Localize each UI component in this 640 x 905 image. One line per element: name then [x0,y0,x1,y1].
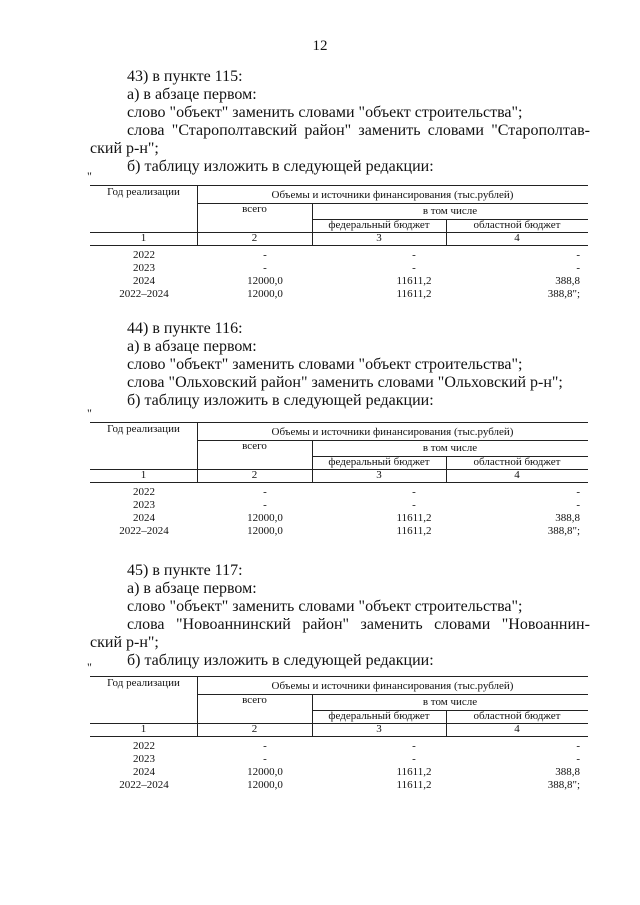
col-volumes-header: Объемы и источники финансирования (тыс.рублей) [271,426,514,438]
replace-line-2: слова "Ольховский район" заменить словами "Ольховский р-н"; [127,374,563,391]
row-total: 12000,0 [247,512,283,524]
row-federal: 11611,2 [396,766,432,778]
row-year: 2022–2024 [119,779,169,791]
col-num-4: 4 [514,723,520,735]
row-total: - [263,499,267,511]
row-federal: - [412,740,416,752]
col-num-1: 1 [140,469,147,481]
item-b: б) таблицу изложить в следующей редакции: [127,158,434,175]
col-federal-header: федеральный бюджет [328,710,430,722]
open-quote: " [87,169,92,183]
row-federal: - [412,499,416,511]
row-total: - [263,486,267,498]
row-total: 12000,0 [247,525,283,537]
row-total: - [263,753,267,765]
row-federal: 11611,2 [396,779,432,791]
amendment-section [90,320,590,410]
row-regional: 388,8 [555,512,580,524]
col-num-4: 4 [514,469,520,481]
col-regional-header: областной бюджет [473,219,561,231]
row-year: 2023 [133,499,155,511]
col-num-1: 1 [140,723,147,735]
row-regional: - [576,249,580,261]
col-federal-header: федеральный бюджет [328,219,430,231]
col-total-header: всего [242,440,267,452]
row-federal: - [412,262,416,274]
row-year: 2022 [133,249,155,261]
col-total-header: всего [242,203,267,215]
col-incl-header: в том числе [422,205,478,217]
row-federal: 11611,2 [396,275,432,287]
col-incl-header: в том числе [422,442,478,454]
page-number: 12 [312,38,328,54]
table-rule [90,245,588,246]
replace-line-2-cont: ский р-н"; [90,634,159,651]
col-num-3: 3 [376,723,382,735]
word: "Новоаннин- [501,616,590,633]
col-year-header: Год реализации [107,423,180,435]
section-title: 45) в пункте 117: [127,562,243,579]
col-regional-header: областной бюджет [473,710,561,722]
col-federal-header: федеральный бюджет [328,456,430,468]
row-federal: 11611,2 [396,512,432,524]
row-regional: - [576,262,580,274]
replace-line-1: слово "объект" заменить словами "объект строительства"; [127,356,523,373]
col-year-header: Год реализации [107,677,180,689]
word: слова [127,616,165,633]
col-num-3: 3 [376,232,382,244]
row-year: 2022–2024 [119,288,169,300]
replace-line-2-cont: ский р-н"; [90,140,159,157]
open-quote: " [87,660,92,674]
col-year-header: Год реализации [107,186,180,198]
row-total: - [263,249,267,261]
row-total: 12000,0 [247,288,283,300]
row-regional: 388,8 [555,766,580,778]
row-regional: - [576,753,580,765]
row-total: 12000,0 [247,275,283,287]
col-num-2: 2 [251,232,258,244]
word: "Старополтавский [171,122,298,139]
col-total-header: всего [242,694,267,706]
row-year: 2023 [133,753,155,765]
row-regional: - [576,486,580,498]
row-total: 12000,0 [247,779,283,791]
replace-line-1: слово "объект" заменить словами "объект строительства"; [127,104,523,121]
row-year: 2024 [133,766,155,778]
col-num-3: 3 [376,469,382,481]
col-num-1: 1 [140,232,147,244]
row-total: - [263,740,267,752]
row-federal: 11611,2 [396,525,432,537]
open-quote: " [87,406,92,420]
replace-line-1: слово "объект" заменить словами "объект строительства"; [127,598,523,615]
row-year: 2022–2024 [119,525,169,537]
col-volumes-header: Объемы и источники финансирования (тыс.рублей) [271,189,514,201]
col-regional-header: областной бюджет [473,456,561,468]
amendment-section [90,562,590,670]
row-total: - [263,262,267,274]
row-federal: - [412,486,416,498]
word: "Новоаннинский [175,616,291,633]
word: район" [302,616,350,633]
item-b: б) таблицу изложить в следующей редакции: [127,392,434,409]
row-year: 2023 [133,262,155,274]
word: словами [427,122,484,139]
table-rule [90,482,588,483]
col-incl-header: в том числе [422,696,478,708]
word: заменить [358,122,421,139]
item-b: б) таблицу изложить в следующей редакции: [127,652,434,669]
word: "Старополтав- [491,122,590,139]
table-rule [90,736,588,737]
row-federal: - [412,249,416,261]
col-volumes-header: Объемы и источники финансирования (тыс.рублей) [271,680,514,692]
section-title: 44) в пункте 116: [127,320,243,337]
replace-line-2 [90,122,590,140]
word: слова [127,122,165,139]
word: словами [434,616,491,633]
row-regional: - [576,740,580,752]
row-year: 2022 [133,740,155,752]
row-regional: 388,8"; [547,525,580,537]
row-year: 2024 [133,275,155,287]
row-total: 12000,0 [247,766,283,778]
row-federal: - [412,753,416,765]
word: заменить [360,616,423,633]
item-a: а) в абзаце первом: [127,580,257,597]
col-num-2: 2 [251,469,258,481]
word: район" [304,122,352,139]
row-regional: 388,8"; [547,779,580,791]
item-a: а) в абзаце первом: [127,86,257,103]
row-federal: 11611,2 [396,288,432,300]
section-title: 43) в пункте 115: [127,68,243,85]
item-a: а) в абзаце первом: [127,338,257,355]
row-year: 2022 [133,486,155,498]
amendment-section [90,68,590,176]
col-num-4: 4 [514,232,520,244]
row-regional: - [576,499,580,511]
row-year: 2024 [133,512,155,524]
col-num-2: 2 [251,723,258,735]
row-regional: 388,8"; [547,288,580,300]
replace-line-2 [90,616,590,634]
row-regional: 388,8 [555,275,580,287]
